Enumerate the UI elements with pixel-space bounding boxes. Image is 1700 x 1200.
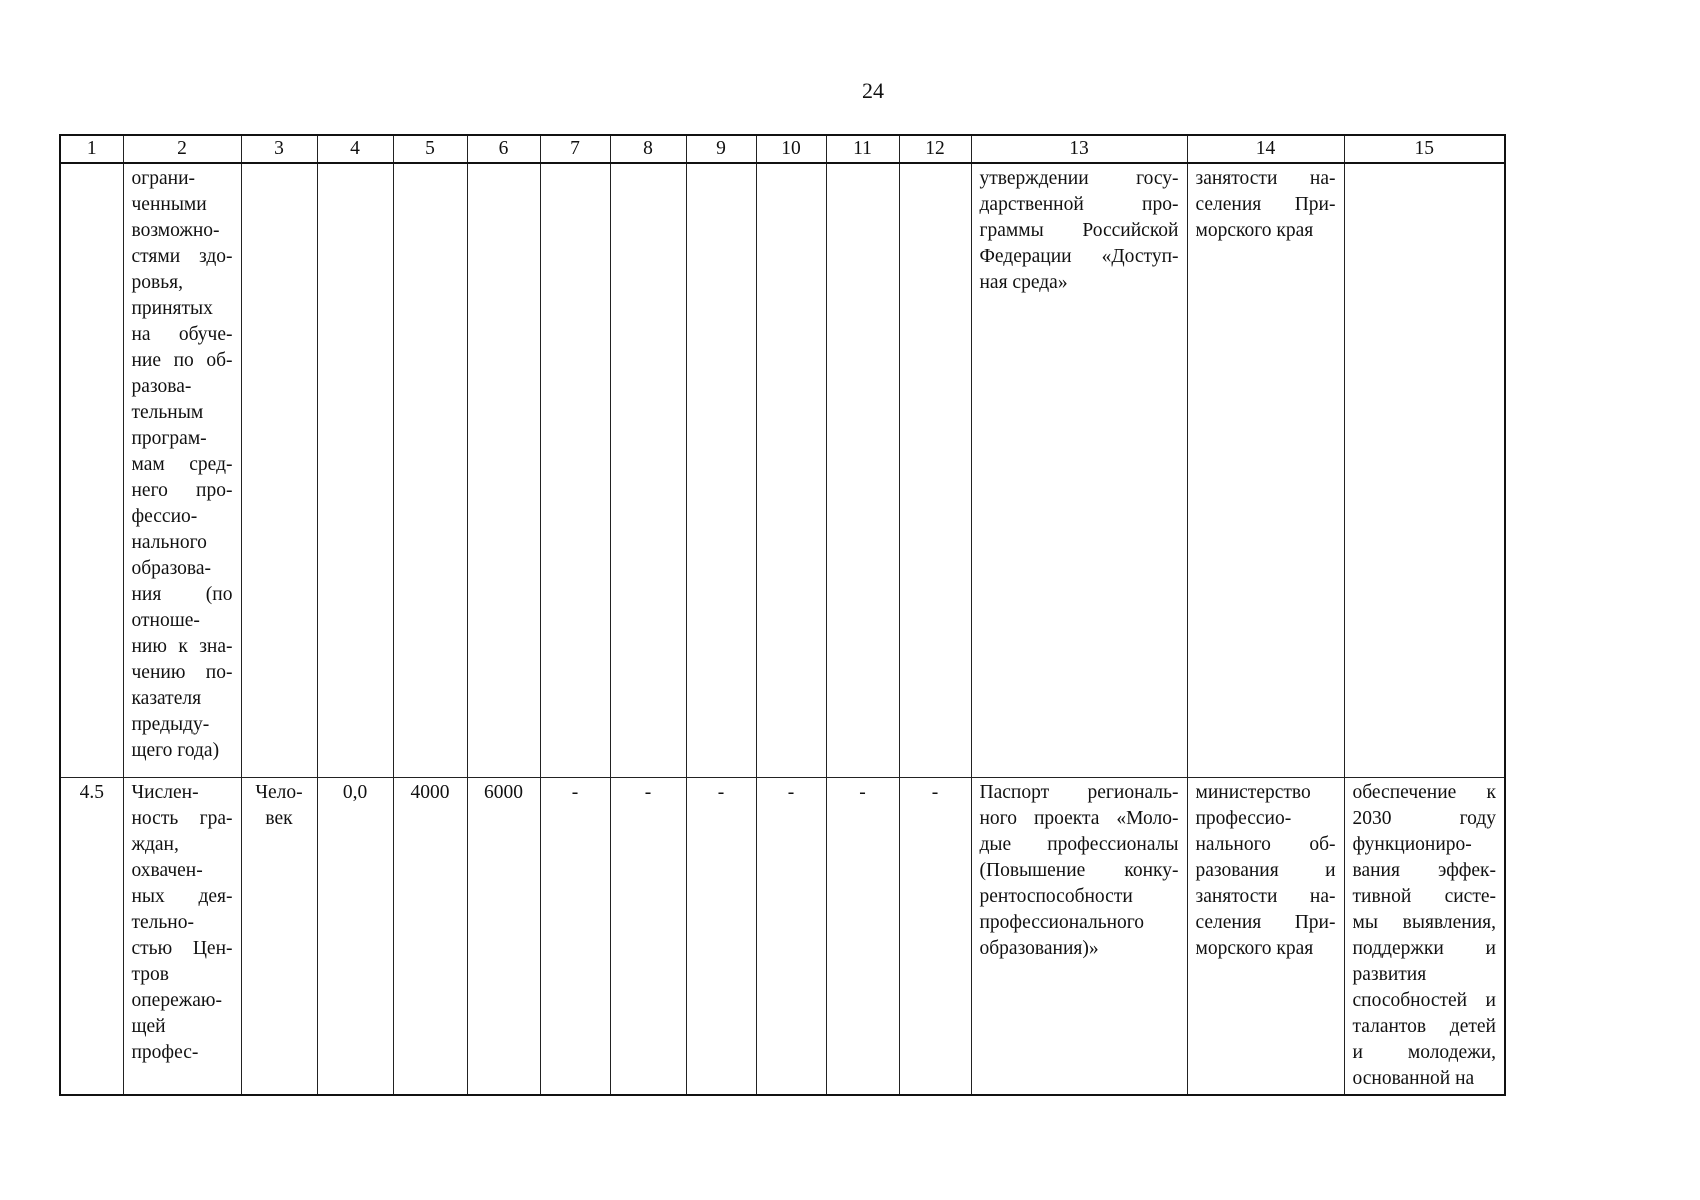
cell-number <box>60 163 123 777</box>
text-line: занятости на- <box>1195 168 1336 189</box>
text-line: нального об- <box>1195 833 1336 855</box>
text-line: рентоспособности <box>979 885 1133 907</box>
column-header: 7 <box>540 135 610 163</box>
text-line: стью Цен- <box>131 937 233 959</box>
cell-responsible <box>1187 163 1344 777</box>
cell-value <box>756 163 826 777</box>
text-line: охвачен- <box>131 859 203 881</box>
cell-value: 0,0 <box>317 777 393 1095</box>
text-line: мы выявления, <box>1352 911 1496 933</box>
column-header: 6 <box>467 135 540 163</box>
column-header: 10 <box>756 135 826 163</box>
cell-unit <box>241 163 317 777</box>
text-line: ность гра- <box>131 807 233 829</box>
text-line: тров <box>131 963 169 985</box>
cell-value <box>467 163 540 777</box>
text-line: образова- <box>131 558 212 579</box>
text-line: мам сред- <box>131 454 233 475</box>
text-line: разова- <box>131 376 192 397</box>
column-header: 4 <box>317 135 393 163</box>
text-line: тельно- <box>131 911 194 933</box>
cell-value: - <box>610 777 686 1095</box>
cell-responsible <box>1187 777 1344 1095</box>
column-header: 1 <box>60 135 123 163</box>
text-line: тельным <box>131 402 204 423</box>
cell-value: - <box>826 777 899 1095</box>
cell-unit <box>241 777 317 1095</box>
text-line: ния (по <box>131 584 233 605</box>
cell-value: - <box>686 777 756 1095</box>
table-row <box>60 163 1505 777</box>
text-line: (Повышение конку- <box>979 859 1179 881</box>
column-header: 15 <box>1344 135 1505 163</box>
cell-value: - <box>756 777 826 1095</box>
text-line: возможно- <box>131 220 220 241</box>
text-line: ограни- <box>131 168 196 189</box>
text-line: граммы Российской <box>979 220 1179 241</box>
text-line: фессио- <box>131 506 198 527</box>
column-header: 13 <box>971 135 1187 163</box>
cell-indicator-name <box>123 163 241 777</box>
cell-value: 4000 <box>393 777 467 1095</box>
cell-document <box>971 777 1187 1095</box>
text-line: ровья, <box>131 272 183 293</box>
column-number-row <box>60 135 1505 163</box>
text-line: ченными <box>131 194 207 215</box>
text-line: на обуче- <box>131 324 233 345</box>
column-header: 5 <box>393 135 467 163</box>
cell-value <box>317 163 393 777</box>
text-line: век <box>265 807 293 829</box>
text-line: ная среда» <box>979 272 1068 293</box>
text-line: профессионального <box>979 911 1145 933</box>
column-header: 2 <box>123 135 241 163</box>
text-line: отноше- <box>131 610 200 631</box>
text-line: ждан, <box>131 833 179 855</box>
text-line: поддержки и <box>1352 937 1496 959</box>
text-line: профессио- <box>1195 807 1292 829</box>
cell-value: - <box>899 777 971 1095</box>
text-line: опережаю- <box>131 989 222 1011</box>
cell-value <box>610 163 686 777</box>
text-line: и молодежи, <box>1352 1041 1496 1063</box>
text-line: казателя <box>131 688 202 709</box>
cell-indicator-name <box>123 777 241 1095</box>
text-line: основанной на <box>1352 1067 1475 1089</box>
text-line: функциониро- <box>1352 833 1472 855</box>
text-line: нию к зна- <box>131 636 233 657</box>
text-line: ных дея- <box>131 885 233 907</box>
text-line: талантов детей <box>1352 1015 1496 1037</box>
text-line: Чело- <box>255 781 303 803</box>
text-line: Числен- <box>131 781 199 803</box>
text-line: селения При- <box>1195 194 1336 215</box>
column-header: 3 <box>241 135 317 163</box>
cell-value: 6000 <box>467 777 540 1095</box>
column-header: 14 <box>1187 135 1344 163</box>
text-line: програм- <box>131 428 207 449</box>
text-line: предыду- <box>131 714 210 735</box>
cell-number: 4.5 <box>60 777 123 1095</box>
text-line: способностей и <box>1352 989 1496 1011</box>
cell-value: - <box>540 777 610 1095</box>
page-number: 24 <box>862 78 884 103</box>
text-line: щей <box>131 1015 166 1037</box>
text-line: тивной систе- <box>1352 885 1496 907</box>
table-row <box>60 777 1505 1095</box>
text-line: дарственной про- <box>979 194 1179 215</box>
text-line: Паспорт региональ- <box>979 781 1179 803</box>
cell-result <box>1344 163 1505 777</box>
cell-document <box>971 163 1187 777</box>
column-header: 11 <box>826 135 899 163</box>
text-line: разования и <box>1195 859 1336 881</box>
text-line: ного проекта «Моло- <box>979 807 1179 829</box>
text-line: селения При- <box>1195 911 1336 933</box>
text-line: развития <box>1352 963 1427 985</box>
text-line: вания эффек- <box>1352 859 1496 881</box>
text-line: морского края <box>1195 937 1314 959</box>
cell-value <box>899 163 971 777</box>
text-line: утверждении госу- <box>979 168 1179 189</box>
cell-value <box>540 163 610 777</box>
text-line: обеспечение к <box>1352 781 1496 803</box>
text-line: чению по- <box>131 662 233 683</box>
column-header: 8 <box>610 135 686 163</box>
text-line: образования)» <box>979 937 1099 959</box>
text-line: морского края <box>1195 220 1314 241</box>
cell-value <box>826 163 899 777</box>
text-line: 2030 году <box>1352 807 1496 829</box>
text-line: него про- <box>131 480 233 501</box>
column-header: 9 <box>686 135 756 163</box>
text-line: дые профессионалы <box>979 833 1179 855</box>
text-line: принятых <box>131 298 213 319</box>
cell-value <box>686 163 756 777</box>
indicators-table <box>59 134 1506 1096</box>
text-line: нального <box>131 532 207 553</box>
text-line: щего года) <box>131 740 220 761</box>
column-header: 12 <box>899 135 971 163</box>
text-line: Федерации «Доступ- <box>979 246 1179 267</box>
cell-value <box>393 163 467 777</box>
text-line: ние по об- <box>131 350 233 371</box>
text-line: занятости на- <box>1195 885 1336 907</box>
text-line: стями здо- <box>131 246 233 267</box>
text-line: министерство <box>1195 781 1311 803</box>
cell-result <box>1344 777 1505 1095</box>
text-line: профес- <box>131 1041 199 1063</box>
